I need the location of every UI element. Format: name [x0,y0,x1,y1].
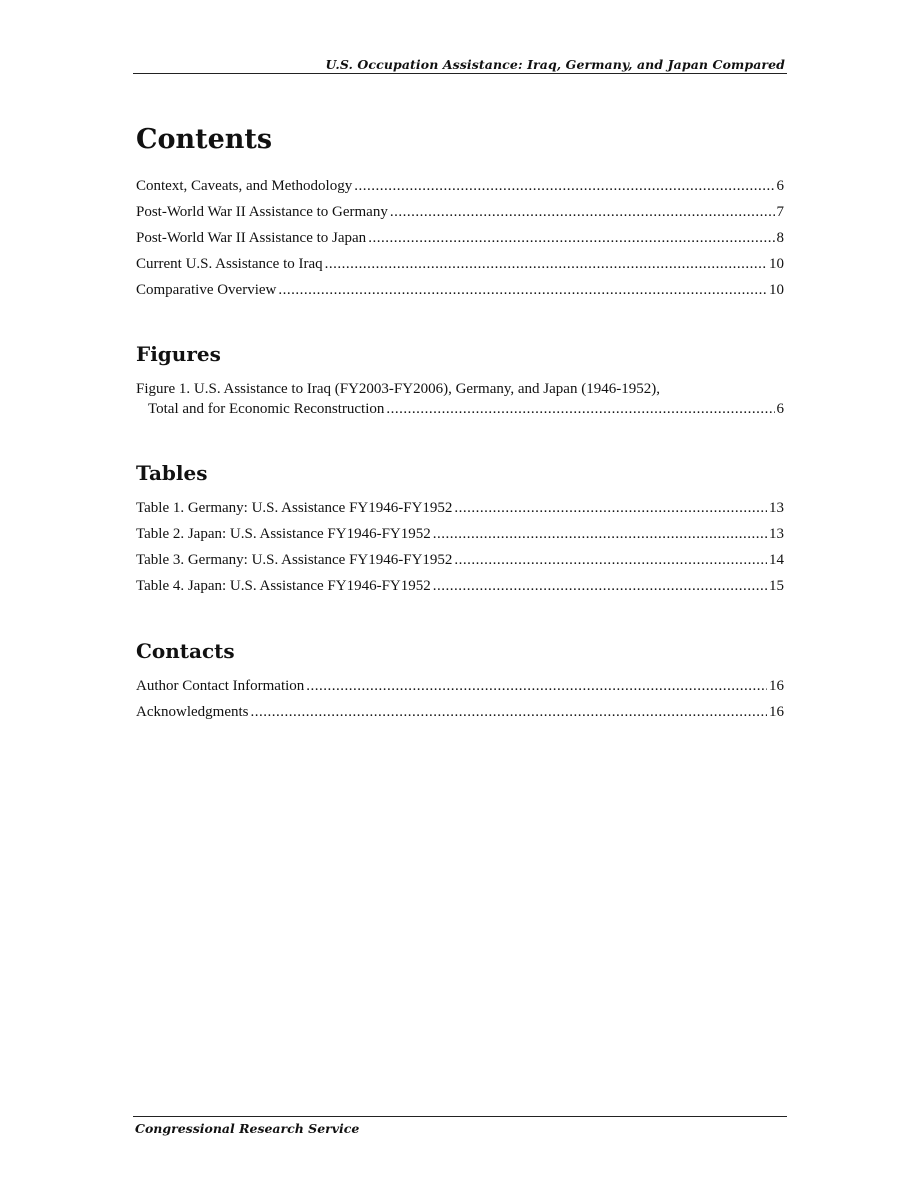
contacts-heading: Contacts [136,639,235,663]
toc-entry-label: Post-World War II Assistance to Japan [136,230,367,246]
figures-heading: Figures [136,342,221,366]
figure-entry-line1[interactable]: Figure 1. U.S. Assistance to Iraq (FY2003-FY2006), Germany, and Japan (1946-1952), [136,381,660,397]
running-header-title: U.S. Occupation Assistance: Iraq, Germany, and Japan Compared [325,57,785,72]
toc-entry[interactable] [136,176,784,196]
toc-entry-label: Current U.S. Assistance to Iraq [136,256,323,272]
toc-dot-leader [354,176,774,196]
toc-dot-leader [454,498,767,518]
footer-publisher: Congressional Research Service [135,1121,360,1136]
toc-dot-leader [278,280,767,300]
table-entry-label: Table 1. Germany: U.S. Assistance FY1946-FY1952 [136,500,453,516]
contents-heading: Contents [136,124,273,155]
toc-entry-page: 7 [776,204,784,220]
contact-entry-label: Acknowledgments [136,704,249,720]
toc-dot-leader [454,550,767,570]
table-entry[interactable] [136,498,784,518]
toc-entry[interactable] [136,228,784,248]
toc-dot-leader [325,254,767,274]
contact-entry-page: 16 [769,704,784,720]
table-entry[interactable] [136,550,784,570]
table-entry-page: 13 [769,526,784,542]
figure-entry-page: 6 [776,401,784,417]
toc-entry-page: 6 [776,178,784,194]
toc-dot-leader [386,399,774,419]
table-entry-page: 13 [769,500,784,516]
contact-entry-label: Author Contact Information [136,678,305,694]
toc-dot-leader [250,702,767,722]
table-entry[interactable] [136,524,784,544]
tables-heading: Tables [136,461,208,485]
table-entry-page: 14 [769,552,784,568]
table-entry-label: Table 3. Germany: U.S. Assistance FY1946-FY1952 [136,552,453,568]
table-entry[interactable] [136,576,784,596]
contact-entry[interactable] [136,702,784,722]
table-entry-page: 15 [769,578,784,594]
toc-dot-leader [433,576,767,596]
toc-entry[interactable] [136,254,784,274]
toc-entry-label: Post-World War II Assistance to Germany [136,204,388,220]
toc-entry-label: Context, Caveats, and Methodology [136,178,353,194]
figure-entry[interactable] [148,399,784,419]
running-header [133,57,787,74]
contact-entry-page: 16 [769,678,784,694]
toc-dot-leader [433,524,767,544]
toc-entry-page: 8 [776,230,784,246]
figure-entry-label: Total and for Economic Reconstruction [148,401,385,417]
toc-entry-label: Comparative Overview [136,282,277,298]
page-footer [133,1116,787,1136]
table-entry-label: Table 2. Japan: U.S. Assistance FY1946-FY1952 [136,526,431,542]
toc-dot-leader [390,202,775,222]
toc-entry-page: 10 [769,282,784,298]
toc-dot-leader [306,676,767,696]
contact-entry[interactable] [136,676,784,696]
toc-dot-leader [368,228,774,248]
toc-entry-page: 10 [769,256,784,272]
toc-entry[interactable] [136,202,784,222]
toc-entry[interactable] [136,280,784,300]
table-entry-label: Table 4. Japan: U.S. Assistance FY1946-FY1952 [136,578,431,594]
